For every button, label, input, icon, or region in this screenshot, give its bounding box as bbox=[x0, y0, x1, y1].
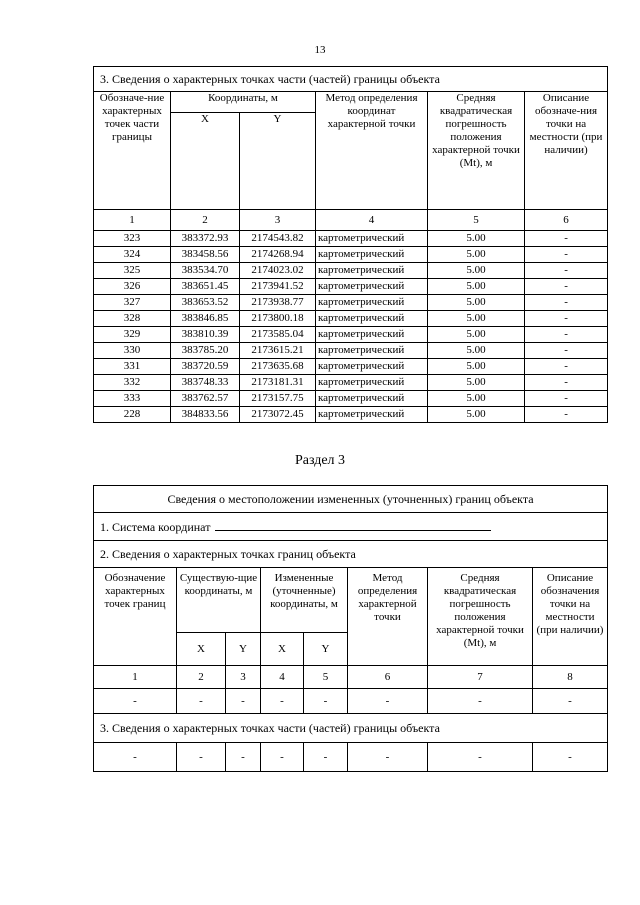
table-cell: - bbox=[226, 743, 261, 772]
cell-error: 5.00 bbox=[428, 391, 525, 407]
header-y: Y bbox=[240, 113, 316, 210]
table-cell: 2 bbox=[177, 666, 226, 689]
table-row bbox=[94, 689, 608, 714]
cell-x: 383762.57 bbox=[171, 391, 240, 407]
cell-method: картометрический bbox=[316, 327, 428, 343]
cell-x: 383846.85 bbox=[171, 311, 240, 327]
table-cell: 4 bbox=[261, 666, 304, 689]
header-method: Метод определения координат характерной точки bbox=[316, 92, 428, 210]
cell-y: 2174543.82 bbox=[240, 231, 316, 247]
cell-x: 383372.93 bbox=[171, 231, 240, 247]
col-number: 3 bbox=[240, 210, 316, 231]
table-row bbox=[94, 343, 608, 359]
cell-x: 383651.45 bbox=[171, 279, 240, 295]
table-cell: - bbox=[348, 743, 428, 772]
cell-y: 2173585.04 bbox=[240, 327, 316, 343]
table2-subtitle: 2. Сведения о характерных точках границ объекта bbox=[94, 541, 608, 568]
header2-existing: Существую-щие координаты, м bbox=[177, 568, 261, 633]
coord-system-row bbox=[94, 513, 608, 541]
cell-error: 5.00 bbox=[428, 375, 525, 391]
table-cell: - bbox=[428, 689, 533, 714]
cell-method: картометрический bbox=[316, 343, 428, 359]
cell-error: 5.00 bbox=[428, 263, 525, 279]
table-cell: - bbox=[261, 743, 304, 772]
changed-boundaries-table bbox=[93, 485, 608, 772]
cell-method: картометрический bbox=[316, 311, 428, 327]
cell-y: 2173635.68 bbox=[240, 359, 316, 375]
header2-error: Средняя квадратическая погрешность положения характерной точки (Mt), м bbox=[428, 568, 533, 666]
cell-y: 2174268.94 bbox=[240, 247, 316, 263]
table-cell: 7 bbox=[428, 666, 533, 689]
header-x: X bbox=[171, 113, 240, 210]
cell-error: 5.00 bbox=[428, 295, 525, 311]
table2-title: Сведения о местоположении измененных (уточненных) границ объекта bbox=[94, 486, 608, 513]
column-numbers-row bbox=[94, 666, 608, 689]
page-number: 13 bbox=[314, 44, 326, 56]
coord-system-blank-line bbox=[215, 520, 491, 531]
col-number: 6 bbox=[525, 210, 608, 231]
cell-desc: - bbox=[525, 231, 608, 247]
table-cell: 5 bbox=[304, 666, 348, 689]
col-number: 2 bbox=[171, 210, 240, 231]
cell-error: 5.00 bbox=[428, 279, 525, 295]
table-row bbox=[94, 407, 608, 423]
table-cell: - bbox=[177, 743, 226, 772]
table-cell: - bbox=[348, 689, 428, 714]
cell-y: 2173941.52 bbox=[240, 279, 316, 295]
table-cell: - bbox=[428, 743, 533, 772]
cell-x: 383720.59 bbox=[171, 359, 240, 375]
header-error: Средняя квадратическая погрешность положения характерной точки (Mt), м bbox=[428, 92, 525, 210]
part-boundary-points-table bbox=[93, 66, 608, 423]
cell-x: 383785.20 bbox=[171, 343, 240, 359]
cell-x: 383458.56 bbox=[171, 247, 240, 263]
table-cell: 6 bbox=[348, 666, 428, 689]
table-cell: - bbox=[94, 743, 177, 772]
table-cell: - bbox=[94, 689, 177, 714]
cell-method: картометрический bbox=[316, 407, 428, 423]
cell-desc: - bbox=[525, 295, 608, 311]
cell-point: 333 bbox=[94, 391, 171, 407]
cell-point: 328 bbox=[94, 311, 171, 327]
table1-title: 3. Сведения о характерных точках части (частей) границы объекта bbox=[94, 67, 608, 92]
header2-description: Описание обозначения точки на местности (при наличии) bbox=[533, 568, 608, 666]
table-row bbox=[94, 327, 608, 343]
table-row bbox=[94, 295, 608, 311]
cell-method: картометрический bbox=[316, 247, 428, 263]
cell-error: 5.00 bbox=[428, 247, 525, 263]
header2-method: Метод определения характерной точки bbox=[348, 568, 428, 666]
cell-y: 2173800.18 bbox=[240, 311, 316, 327]
table2-part-title: 3. Сведения о характерных точках части (частей) границы объекта bbox=[94, 714, 608, 743]
cell-error: 5.00 bbox=[428, 327, 525, 343]
cell-desc: - bbox=[525, 279, 608, 295]
cell-point: 332 bbox=[94, 375, 171, 391]
table-cell: - bbox=[226, 689, 261, 714]
section-title: Раздел 3 bbox=[294, 453, 346, 468]
table-cell: - bbox=[533, 689, 608, 714]
cell-y: 2173072.45 bbox=[240, 407, 316, 423]
col-number: 5 bbox=[428, 210, 525, 231]
table-cell: - bbox=[304, 743, 348, 772]
cell-method: картометрический bbox=[316, 359, 428, 375]
cell-y: 2173615.21 bbox=[240, 343, 316, 359]
cell-y: 2174023.02 bbox=[240, 263, 316, 279]
table-row bbox=[94, 391, 608, 407]
cell-method: картометрический bbox=[316, 279, 428, 295]
cell-desc: - bbox=[525, 311, 608, 327]
cell-desc: - bbox=[525, 247, 608, 263]
header-coords: Координаты, м bbox=[171, 92, 316, 113]
cell-x: 383810.39 bbox=[171, 327, 240, 343]
table-row bbox=[94, 231, 608, 247]
cell-point: 228 bbox=[94, 407, 171, 423]
header2-x-existing: X bbox=[177, 633, 226, 666]
cell-error: 5.00 bbox=[428, 359, 525, 375]
cell-point: 329 bbox=[94, 327, 171, 343]
table-cell: 8 bbox=[533, 666, 608, 689]
table-row bbox=[94, 263, 608, 279]
table-cell: - bbox=[261, 689, 304, 714]
table-row bbox=[94, 359, 608, 375]
cell-point: 326 bbox=[94, 279, 171, 295]
coord-system-label: 1. Система координат bbox=[100, 519, 211, 534]
cell-desc: - bbox=[525, 407, 608, 423]
table-cell: - bbox=[177, 689, 226, 714]
header2-changed: Измененные (уточненные) координаты, м bbox=[261, 568, 348, 633]
cell-point: 325 bbox=[94, 263, 171, 279]
cell-method: картометрический bbox=[316, 263, 428, 279]
cell-method: картометрический bbox=[316, 231, 428, 247]
header2-point: Обозначение характерных точек границ bbox=[94, 568, 177, 666]
table-cell: - bbox=[533, 743, 608, 772]
cell-x: 383653.52 bbox=[171, 295, 240, 311]
header-point: Обозначе-ние характерных точек части границы bbox=[94, 92, 171, 210]
cell-method: картометрический bbox=[316, 375, 428, 391]
table-row bbox=[94, 743, 608, 772]
col-number: 1 bbox=[94, 210, 171, 231]
cell-error: 5.00 bbox=[428, 311, 525, 327]
cell-point: 324 bbox=[94, 247, 171, 263]
cell-x: 383748.33 bbox=[171, 375, 240, 391]
cell-y: 2173157.75 bbox=[240, 391, 316, 407]
header2-x-changed: X bbox=[261, 633, 304, 666]
cell-error: 5.00 bbox=[428, 407, 525, 423]
cell-y: 2173181.31 bbox=[240, 375, 316, 391]
header-description: Описание обозначе-ния точки на местности (при наличии) bbox=[525, 92, 608, 210]
cell-desc: - bbox=[525, 359, 608, 375]
header2-y-changed: Y bbox=[304, 633, 348, 666]
cell-point: 323 bbox=[94, 231, 171, 247]
cell-desc: - bbox=[525, 327, 608, 343]
table-row bbox=[94, 375, 608, 391]
cell-desc: - bbox=[525, 263, 608, 279]
table-cell: - bbox=[304, 689, 348, 714]
table-cell: 3 bbox=[226, 666, 261, 689]
header2-y-existing: Y bbox=[226, 633, 261, 666]
table-cell: 1 bbox=[94, 666, 177, 689]
cell-x: 383534.70 bbox=[171, 263, 240, 279]
cell-method: картометрический bbox=[316, 295, 428, 311]
cell-point: 327 bbox=[94, 295, 171, 311]
cell-desc: - bbox=[525, 375, 608, 391]
cell-y: 2173938.77 bbox=[240, 295, 316, 311]
cell-desc: - bbox=[525, 391, 608, 407]
cell-point: 330 bbox=[94, 343, 171, 359]
cell-error: 5.00 bbox=[428, 231, 525, 247]
table-row bbox=[94, 247, 608, 263]
cell-error: 5.00 bbox=[428, 343, 525, 359]
cell-desc: - bbox=[525, 343, 608, 359]
cell-x: 384833.56 bbox=[171, 407, 240, 423]
table-row bbox=[94, 279, 608, 295]
table-row bbox=[94, 311, 608, 327]
col-number: 4 bbox=[316, 210, 428, 231]
cell-point: 331 bbox=[94, 359, 171, 375]
cell-method: картометрический bbox=[316, 391, 428, 407]
